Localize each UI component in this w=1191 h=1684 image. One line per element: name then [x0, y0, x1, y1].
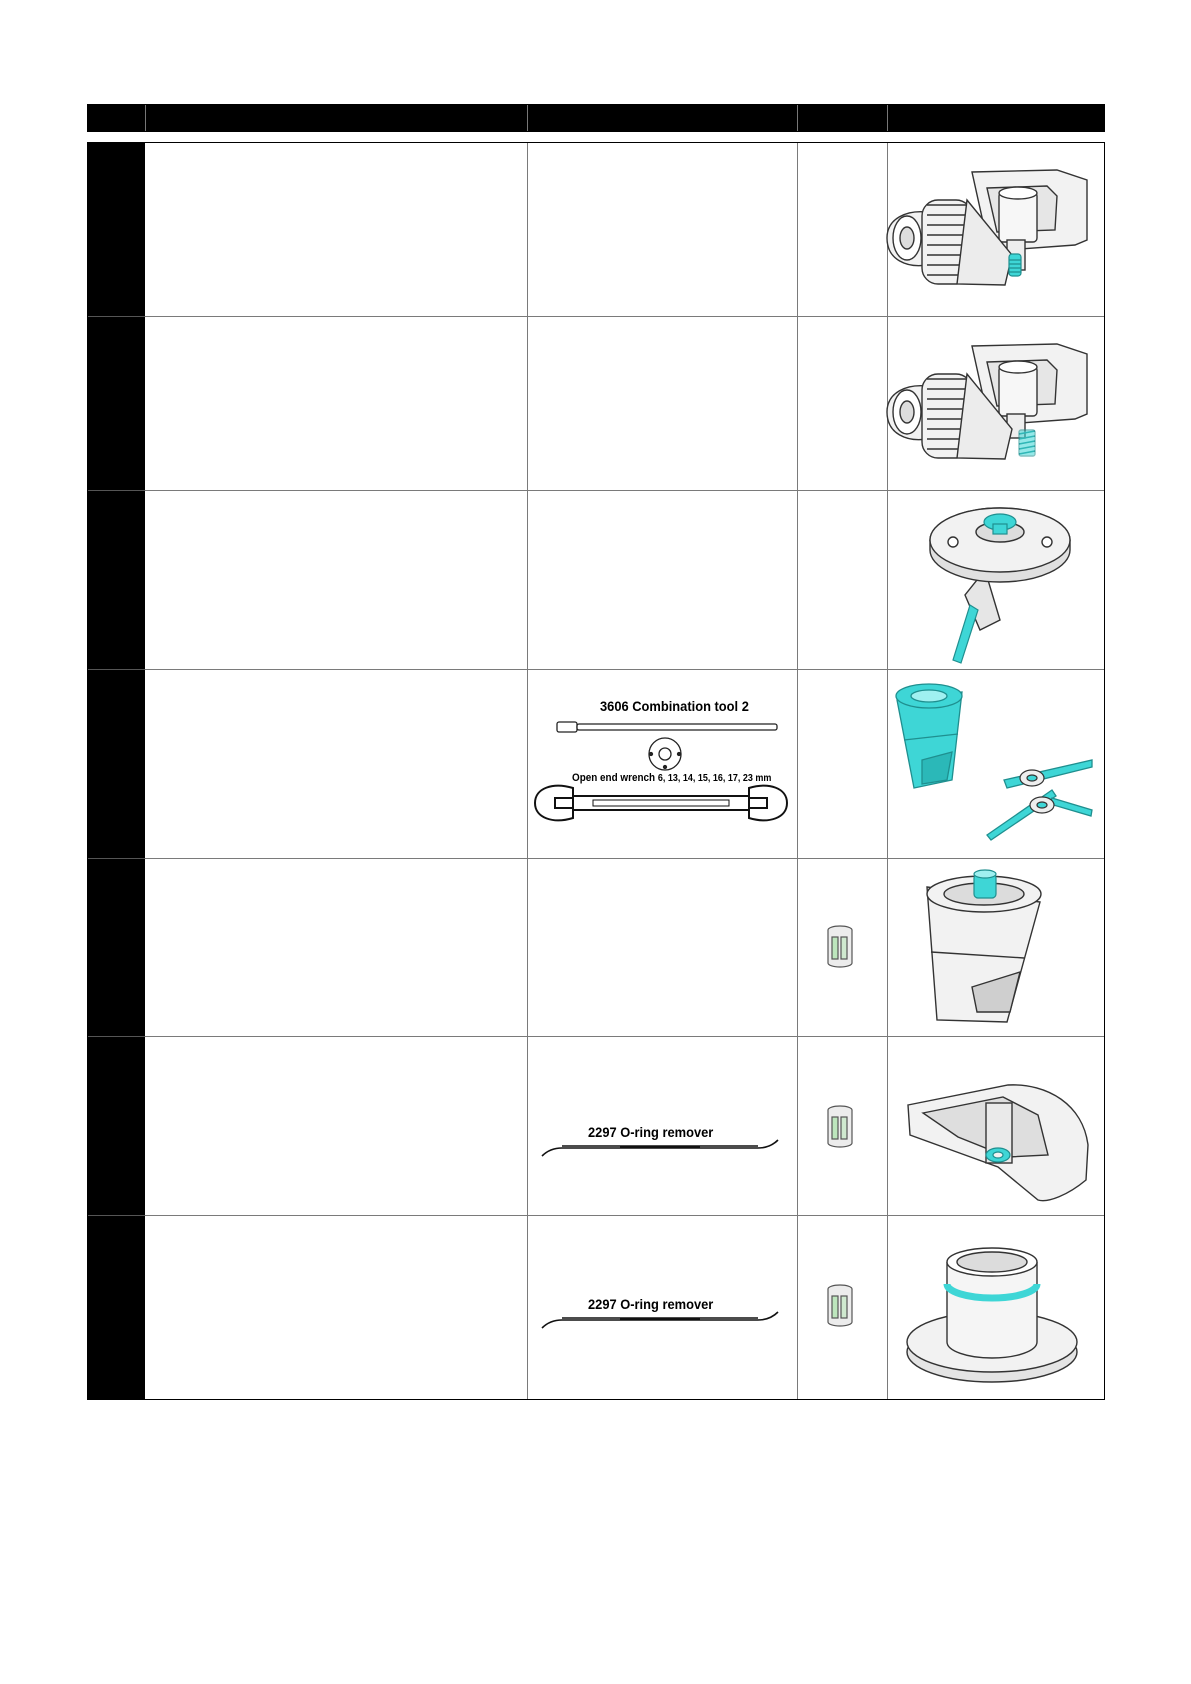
- row-divider: [145, 1036, 1104, 1037]
- oring-remover-illustration-2: [540, 1312, 780, 1328]
- header-cell-step: [88, 105, 146, 131]
- step-separator: [88, 669, 145, 670]
- header-cell-parts: [797, 105, 888, 131]
- column-divider: [797, 143, 798, 1399]
- header-cell-tools: [527, 105, 798, 131]
- column-divider: [527, 143, 528, 1399]
- nozzle-cone-illustration: [892, 680, 1092, 845]
- step-separator: [88, 1215, 145, 1216]
- table-header: [87, 104, 1105, 132]
- oring-remover-label-1: 2297 O-ring remover: [588, 1124, 714, 1140]
- open-end-wrench-illustration: [533, 778, 789, 828]
- wrench-sizes: 6, 13, 14, 15, 16, 17, 23 mm: [657, 773, 772, 784]
- step-separator: [88, 858, 145, 859]
- grease-tube-icon: [825, 925, 855, 969]
- header-cell-illustration: [887, 105, 1104, 131]
- grease-tube-icon: [825, 1284, 855, 1328]
- column-divider: [887, 143, 888, 1399]
- step-number-column: [88, 143, 145, 1399]
- combination-tool-label: 3606 Combination tool 2: [600, 698, 749, 714]
- oring-remover-illustration-1: [540, 1140, 780, 1156]
- flange-plunger-illustration: [925, 500, 1075, 670]
- row-divider: [145, 490, 1104, 491]
- row-divider: [145, 316, 1104, 317]
- step-separator: [88, 1036, 145, 1037]
- combination-tool-illustration: [555, 716, 785, 772]
- header-cell-description: [145, 105, 528, 131]
- oring-remover-label-2: 2297 O-ring remover: [588, 1296, 714, 1312]
- row-divider: [145, 1215, 1104, 1216]
- valve-assembly-illustration-2: [887, 334, 1097, 484]
- step-separator: [88, 490, 145, 491]
- row-divider: [145, 858, 1104, 859]
- valve-assembly-illustration-1: [887, 160, 1097, 310]
- housing-section-illustration: [898, 1075, 1093, 1205]
- step-separator: [88, 316, 145, 317]
- grease-tube-icon: [825, 1105, 855, 1149]
- cone-insert-illustration: [922, 862, 1052, 1032]
- bushing-oring-illustration: [902, 1242, 1082, 1392]
- wrench-name: Open end wrench: [572, 772, 656, 784]
